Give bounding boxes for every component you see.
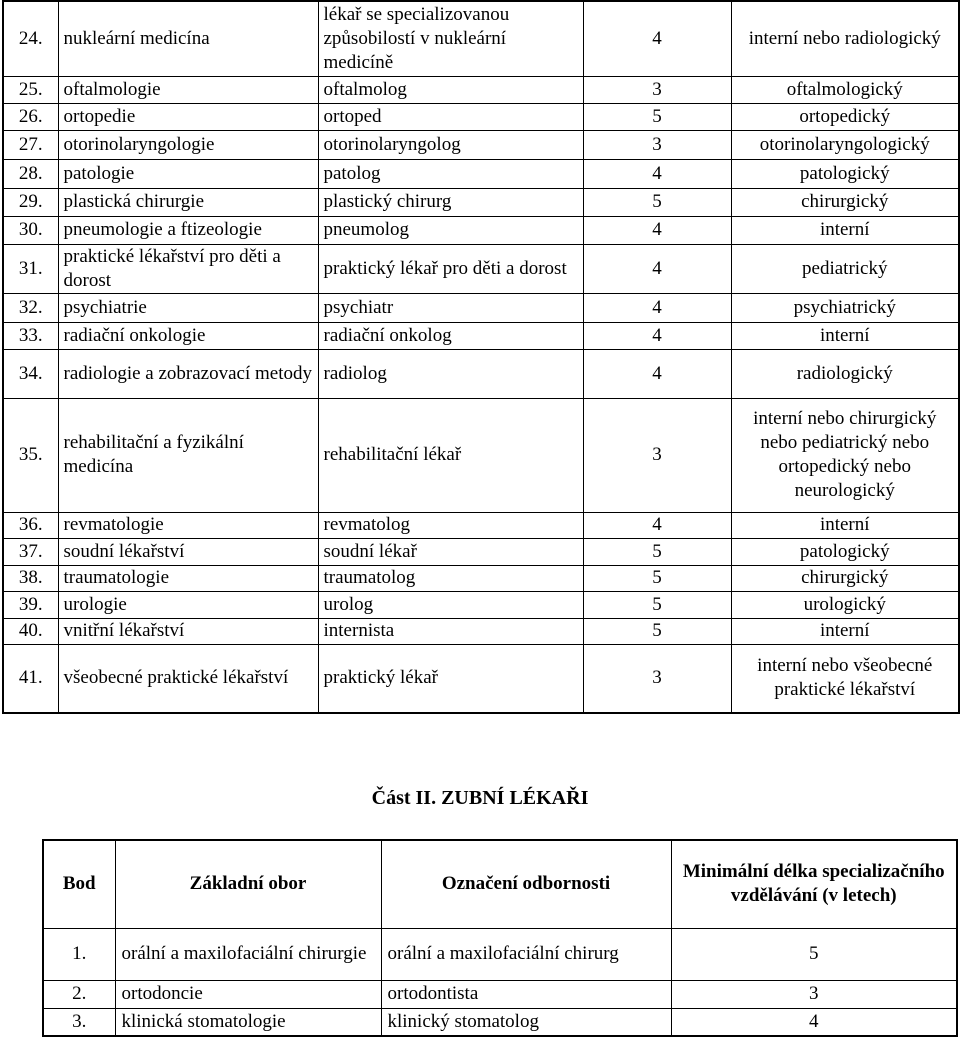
row-delka: 3 [583,398,731,512]
row-number: 40. [3,618,58,644]
row-number: 26. [3,103,58,130]
row-obor: ortopedie [58,103,318,130]
row-number: 24. [3,1,58,76]
row-kmen: chirurgický [731,565,959,591]
row-number: 27. [3,130,58,159]
row-obor: otorinolaryngologie [58,130,318,159]
row-obor: nukleární medicína [58,1,318,76]
part2-heading: Část II. ZUBNÍ LÉKAŘI [371,787,589,809]
row-kmen: interní nebo radiologický [731,1,959,76]
table-row [3,1,959,76]
row-oznaceni: orální a maxilofaciální chirurg [381,928,671,980]
row-zakladni-obor: klinická stomatologie [115,1008,381,1036]
table-row [3,591,959,618]
row-lekar: radiační onkolog [318,322,583,349]
table-row [3,349,959,398]
row-number: 29. [3,188,58,216]
row-kmen: oftalmologický [731,76,959,103]
table-row [3,244,959,293]
table-row [3,565,959,591]
row-lekar: praktický lékař [318,644,583,713]
row-number: 39. [3,591,58,618]
row-obor: pneumologie a ftizeologie [58,216,318,244]
row-obor: vnitřní lékařství [58,618,318,644]
row-kmen: chirurgický [731,188,959,216]
row-delka: 3 [583,76,731,103]
row-kmen: pediatrický [731,244,959,293]
row-oznaceni: klinický stomatolog [381,1008,671,1036]
row-delka: 4 [583,1,731,76]
row-kmen: interní nebo všeobecné praktické lékařství [731,644,959,713]
table-row [3,398,959,512]
row-delka: 3 [583,130,731,159]
row-kmen: patologický [731,159,959,188]
row-obor: psychiatrie [58,293,318,322]
header-bod: Bod [43,840,115,928]
row-obor: plastická chirurgie [58,188,318,216]
row-delka: 5 [583,538,731,565]
row-obor: traumatologie [58,565,318,591]
row-kmen: psychiatrický [731,293,959,322]
row-delka: 3 [671,980,957,1008]
row-number: 36. [3,512,58,538]
row-number: 25. [3,76,58,103]
row-kmen: patologický [731,538,959,565]
row-delka: 4 [583,322,731,349]
header-oznaceni: Označení odbornosti [381,840,671,928]
row-zakladni-obor: ortodoncie [115,980,381,1008]
row-delka: 4 [583,293,731,322]
row-lekar: otorinolaryngolog [318,130,583,159]
row-lekar: pneumolog [318,216,583,244]
row-bod: 3. [43,1008,115,1036]
header-zakladni-obor: Základní obor [115,840,381,928]
row-delka: 4 [583,244,731,293]
table-row [3,512,959,538]
row-kmen: interní [731,618,959,644]
row-number: 30. [3,216,58,244]
row-lekar: psychiatr [318,293,583,322]
row-obor: radiologie a zobrazovací metody [58,349,318,398]
row-lekar: ortoped [318,103,583,130]
row-kmen: interní [731,216,959,244]
row-number: 34. [3,349,58,398]
row-obor: urologie [58,591,318,618]
row-delka: 4 [583,512,731,538]
row-oznaceni: ortodontista [381,980,671,1008]
row-delka: 4 [583,159,731,188]
table-row [3,216,959,244]
row-number: 32. [3,293,58,322]
row-lekar: plastický chirurg [318,188,583,216]
row-delka: 4 [583,349,731,398]
row-bod: 2. [43,980,115,1008]
row-lekar: traumatolog [318,565,583,591]
row-number: 33. [3,322,58,349]
row-number: 28. [3,159,58,188]
row-delka: 4 [583,216,731,244]
row-kmen: otorinolaryngologický [731,130,959,159]
row-obor: oftalmologie [58,76,318,103]
row-delka: 5 [583,618,731,644]
row-lekar: lékař se specializovanou způsobilostí v nukleární medicíně [318,1,583,76]
row-kmen: ortopedický [731,103,959,130]
row-lekar: revmatolog [318,512,583,538]
row-delka: 3 [583,644,731,713]
row-obor: patologie [58,159,318,188]
row-delka: 5 [583,188,731,216]
table-row [43,980,957,1008]
row-obor: radiační onkologie [58,322,318,349]
row-number: 37. [3,538,58,565]
dental-specializations-table [42,839,958,1037]
row-delka: 5 [583,565,731,591]
row-obor: všeobecné praktické lékařství [58,644,318,713]
row-obor: revmatologie [58,512,318,538]
row-number: 35. [3,398,58,512]
row-obor: praktické lékařství pro děti a dorost [58,244,318,293]
row-obor: rehabilitační a fyzikální medicína [58,398,318,512]
row-kmen: interní [731,512,959,538]
row-lekar: soudní lékař [318,538,583,565]
table-row [3,538,959,565]
row-lekar: radiolog [318,349,583,398]
row-kmen: interní nebo chirurgický nebo pediatrický nebo ortopedický nebo neurologický [731,398,959,512]
row-delka: 4 [671,1008,957,1036]
table-row [3,618,959,644]
row-kmen: urologický [731,591,959,618]
table-row [3,644,959,713]
header-min-delka: Minimální délka specializačního vzdělávání (v letech) [671,840,957,928]
row-lekar: internista [318,618,583,644]
row-kmen: interní [731,322,959,349]
row-lekar: praktický lékař pro děti a dorost [318,244,583,293]
table-row [3,159,959,188]
row-delka: 5 [671,928,957,980]
table-row [3,103,959,130]
table-row [43,928,957,980]
row-kmen: radiologický [731,349,959,398]
row-lekar: oftalmolog [318,76,583,103]
row-bod: 1. [43,928,115,980]
row-number: 38. [3,565,58,591]
table-row [3,76,959,103]
specializations-table-part1 [2,0,960,714]
row-lekar: urolog [318,591,583,618]
row-delka: 5 [583,103,731,130]
row-zakladni-obor: orální a maxilofaciální chirurgie [115,928,381,980]
row-delka: 5 [583,591,731,618]
row-lekar: patolog [318,159,583,188]
row-lekar: rehabilitační lékař [318,398,583,512]
row-obor: soudní lékařství [58,538,318,565]
table-row [3,130,959,159]
table-row [3,188,959,216]
row-number: 31. [3,244,58,293]
table-row [3,322,959,349]
row-number: 41. [3,644,58,713]
table-row [3,293,959,322]
table-row [43,1008,957,1036]
